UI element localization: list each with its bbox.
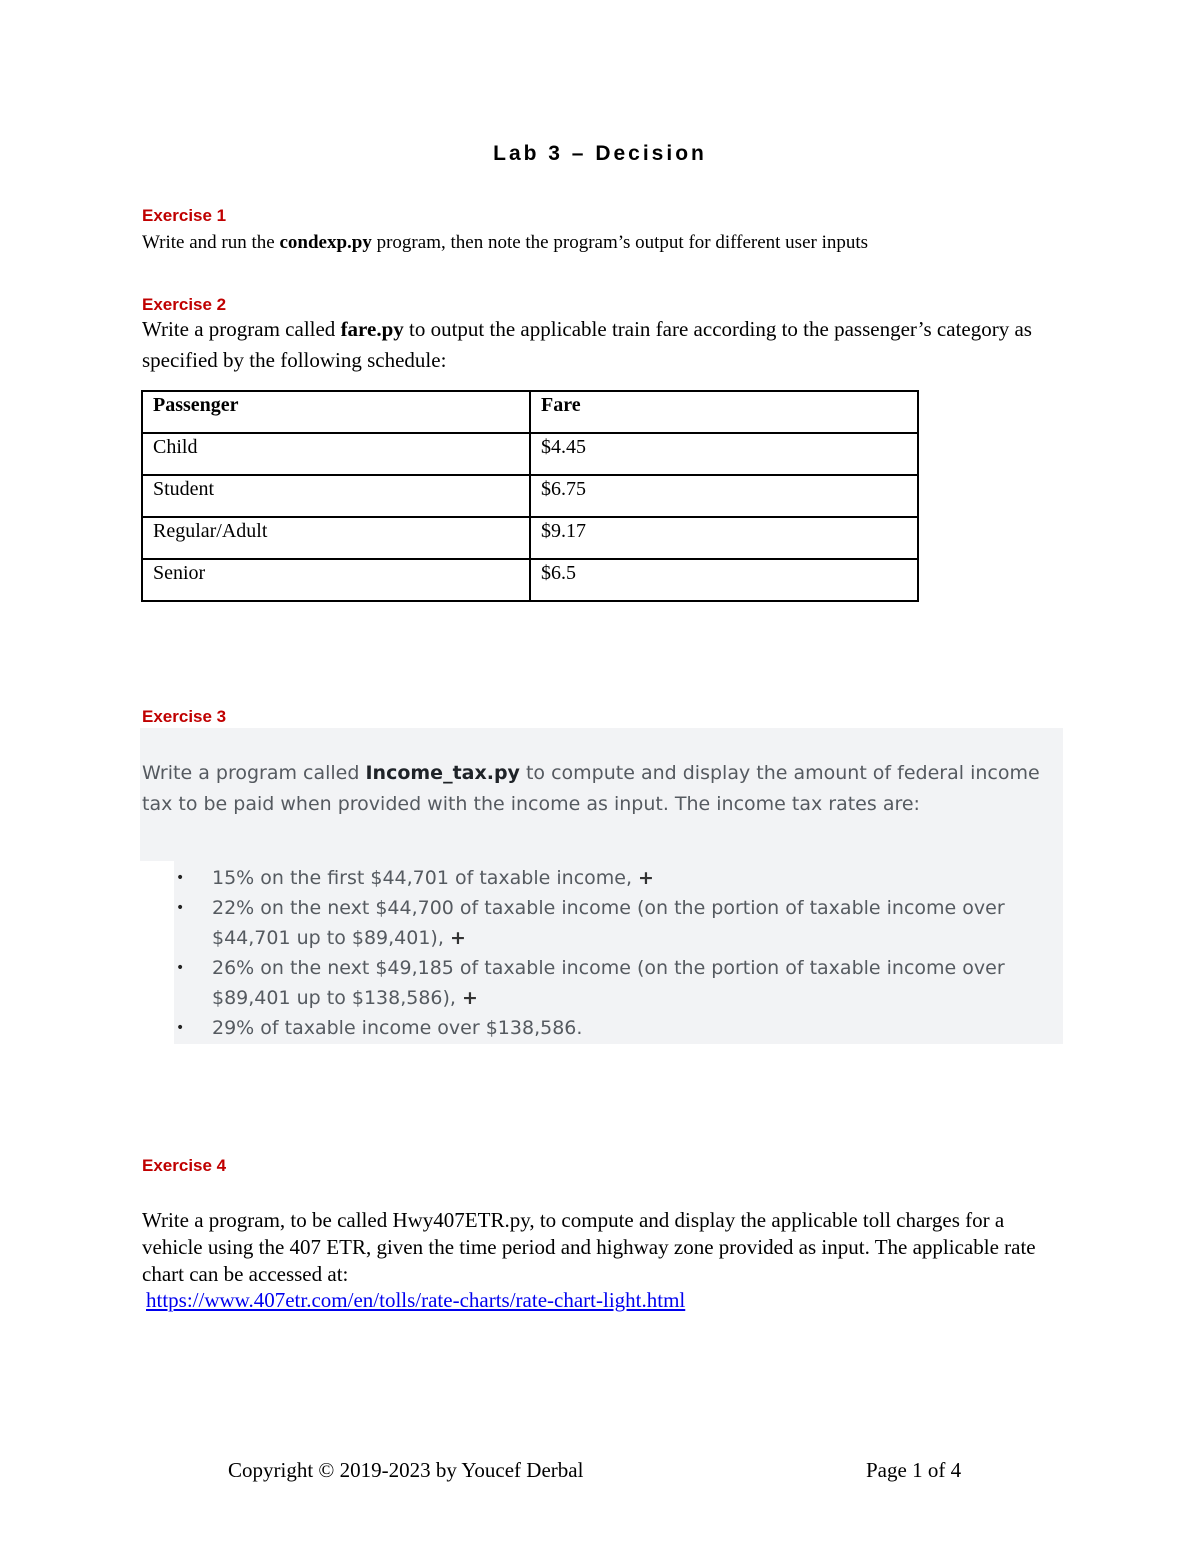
fare-cell: $9.17 — [530, 517, 918, 559]
exercise-3-text-before: Write a program called — [142, 762, 366, 784]
exercise-2-heading: Exercise 2 — [142, 295, 227, 314]
tax-rate-list — [174, 863, 1054, 1043]
exercise-4-heading: Exercise 4 — [142, 1156, 227, 1175]
fare-table-header-row — [142, 391, 918, 433]
passenger-cell: Child — [142, 433, 530, 475]
exercise-1-filename: condexp.py — [279, 232, 372, 253]
list-item — [174, 953, 1054, 1013]
exercise-3-text-after: to compute and display the amount of federal income tax to be paid when provided with the income as input. The income tax rates are: — [142, 762, 1040, 815]
rate-chart-link[interactable]: https://www.407etr.com/en/tolls/rate-charts/rate-chart-light.html — [146, 1288, 686, 1312]
tax-rate-text: 29% of taxable income over $138,586. — [212, 1017, 583, 1039]
tax-rate-text: 22% on the next $44,700 of taxable income (on the portion of taxable income over $44,701 up to $89,401), — [212, 897, 1005, 949]
plus-icon: + — [638, 867, 654, 889]
exercise-2-filename: fare.py — [340, 317, 404, 341]
exercise-2-text — [142, 314, 1062, 376]
passenger-cell: Senior — [142, 559, 530, 601]
exercise-2-text-before: Write a program called — [142, 317, 341, 341]
plus-icon: + — [462, 987, 478, 1009]
bullet-icon: • — [176, 900, 185, 916]
footer-copyright: Copyright © 2019-2023 by Youcef Derbal — [228, 1458, 584, 1482]
table-row — [142, 517, 918, 559]
fare-cell: $6.75 — [530, 475, 918, 517]
tax-rate-text: 15% on the first $44,701 of taxable income, — [212, 867, 639, 889]
table-row — [142, 559, 918, 601]
list-item — [174, 1013, 1054, 1043]
exercise-3-filename: Income_tax.py — [365, 762, 520, 784]
fare-table-header-passenger: Passenger — [142, 391, 530, 433]
exercise-1-text-after: program, then note the program’s output for different user inputs — [371, 232, 869, 253]
table-row — [142, 475, 918, 517]
page-title: Lab 3 – Decision — [493, 142, 707, 165]
tax-rate-text: 26% on the next $49,185 of taxable income (on the portion of taxable income over $89,401 up to $138,586), — [212, 957, 1005, 1009]
fare-cell: $4.45 — [530, 433, 918, 475]
bullet-icon: • — [176, 960, 185, 976]
passenger-cell: Student — [142, 475, 530, 517]
passenger-cell: Regular/Adult — [142, 517, 530, 559]
fare-table — [141, 390, 919, 602]
bullet-icon: • — [176, 1020, 185, 1036]
plus-icon: + — [449, 927, 466, 949]
fare-cell: $6.5 — [530, 559, 918, 601]
list-item — [174, 863, 1054, 893]
exercise-3-heading: Exercise 3 — [142, 707, 227, 726]
exercise-3-text — [142, 758, 1057, 820]
table-row — [142, 433, 918, 475]
footer-page-number: Page 1 of 4 — [866, 1458, 962, 1482]
exercise-1-text — [142, 231, 868, 254]
exercise-1-text-before: Write and run the — [142, 232, 280, 253]
exercise-1-heading: Exercise 1 — [142, 206, 227, 225]
fare-table-header-fare: Fare — [530, 391, 918, 433]
bullet-icon: • — [176, 870, 185, 886]
exercise-2-text-after: to output the applicable train fare according to the passenger’s category as specified by the following schedule: — [142, 317, 1032, 372]
exercise-4-text: Write a program, to be called Hwy407ETR.py, to compute and display the applicable toll charges for a vehicle using the 407 ETR, given the time period and highway zone provided as input. The applicable rate chart can be accessed at: — [142, 1208, 1036, 1286]
list-item — [174, 893, 1054, 953]
